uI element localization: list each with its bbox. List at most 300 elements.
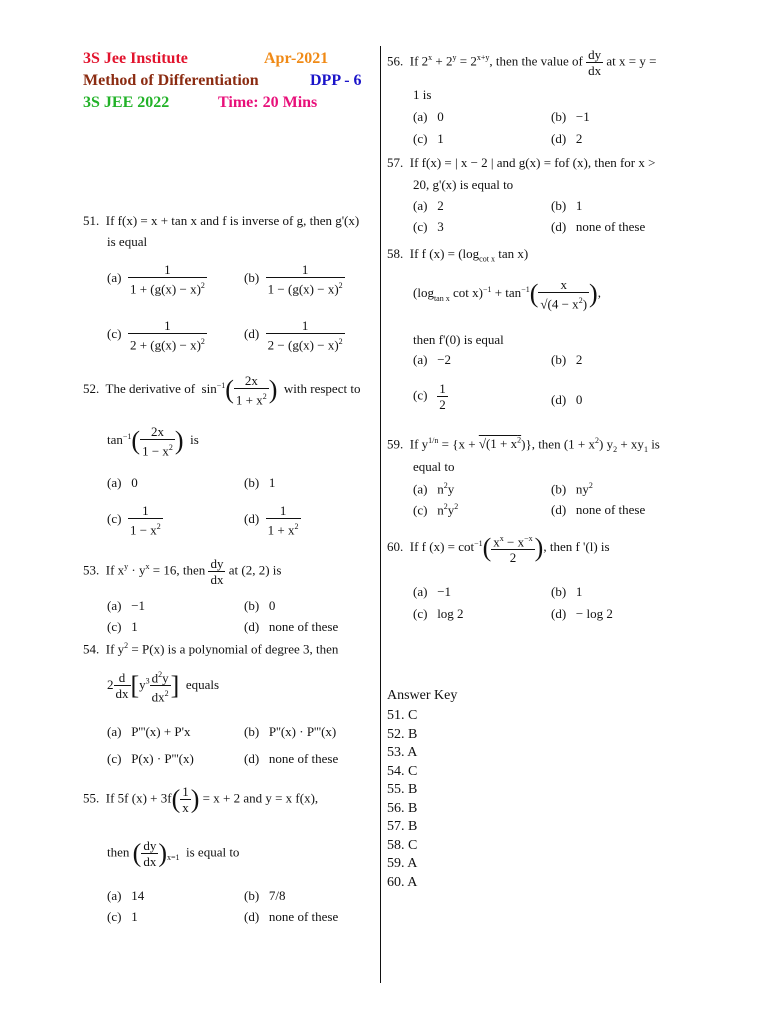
q51-d-sq: 2	[338, 337, 343, 346]
answer-key-item: 58. C	[387, 837, 418, 853]
q55-d-label: (d)	[244, 909, 260, 924]
q59-text: If y	[409, 436, 429, 452]
q57-line2: 20, g'(x) is equal to	[413, 177, 514, 192]
q59-option-c	[413, 502, 458, 518]
q56-c-val: 1	[437, 131, 444, 146]
q51-num: 51.	[83, 213, 100, 228]
q51-a-den-text: 1 + (g(x) − x)	[129, 281, 201, 297]
q54-text-b: = P(x) is a polynomial of degree 3, then	[131, 641, 339, 657]
q55-b-val: 7/8	[268, 888, 286, 903]
q53-sup-y: y	[124, 562, 129, 572]
q58-frac-den: $√(4 - x^2)$	[538, 292, 589, 311]
q57-option-a	[413, 198, 444, 214]
q55-sub: x=1	[166, 853, 180, 863]
q51-b-num: 1	[301, 262, 309, 277]
answer-key-item: 54. C	[387, 763, 418, 779]
q56-frac-num: dy	[588, 47, 602, 62]
q60-paren-close: )	[534, 533, 544, 563]
q58-option-b	[551, 352, 582, 368]
q57-b-val: 1	[575, 198, 583, 213]
answer-key-item: 56. B	[387, 800, 418, 816]
q60-num: 60.	[387, 539, 404, 555]
q59-b-label: (b)	[551, 481, 567, 497]
q57-b-label: (b)	[551, 198, 567, 213]
column-divider	[380, 46, 381, 983]
q55-option-a	[107, 888, 144, 904]
q54-option-b	[244, 724, 336, 740]
q51-a-den	[128, 277, 207, 296]
q59-a-end: y	[447, 481, 455, 497]
q58-option-a	[413, 352, 451, 368]
q58-plus-tan: + tan	[491, 285, 522, 301]
q60-d-label: (d)	[551, 606, 567, 621]
q59-option-a	[413, 481, 454, 497]
q51-option-a	[107, 262, 207, 296]
q58-sub1: cot x	[479, 254, 495, 264]
q56-sy: y	[452, 53, 457, 63]
q58-text-b: tan x)	[494, 246, 529, 261]
q52-frac1-sq: 2	[262, 392, 267, 401]
q52-option-d	[244, 503, 301, 537]
q56-line2: 1 is	[413, 87, 432, 102]
q51-b-den-text: 1 − (g(x) − x)	[267, 281, 339, 297]
q52-inv: −1	[216, 380, 226, 390]
q51-option-d	[244, 318, 345, 352]
q60-d-val: − log 2	[575, 606, 613, 621]
q51-b-label: (b)	[244, 270, 260, 286]
q56-text-p: + 2	[432, 53, 453, 69]
q52-c-num: 1	[142, 503, 149, 518]
q53-text-c: at (2, 2) is	[228, 562, 282, 578]
q55-paren2-open: (	[132, 838, 142, 868]
q59-sqrt-sq: 2	[517, 436, 522, 445]
q60-minus: − x	[503, 534, 525, 550]
q52-a-label: (a)	[107, 475, 122, 490]
q54-ddx-num: d	[118, 670, 126, 686]
q59-a-val: n	[437, 481, 444, 497]
q57-num: 57.	[387, 155, 404, 170]
q59-b-sup: 2	[588, 481, 593, 490]
q54-d2y	[150, 667, 171, 685]
q55-num: 55.	[83, 790, 100, 806]
q52-d-label: (d)	[244, 511, 260, 527]
q52-b-val: 1	[268, 475, 276, 490]
q58-c-den: 2	[439, 397, 446, 412]
q51-option-b	[244, 262, 345, 296]
q59-text-f: is	[647, 436, 660, 452]
q59-sq2: 2	[595, 436, 599, 445]
q59-text-e: + xy	[617, 436, 644, 452]
batch: 3S JEE 2022	[83, 94, 170, 111]
q52-c-label: (c)	[107, 511, 122, 527]
q55-line1	[83, 784, 318, 815]
answer-key-item: 59. A	[387, 856, 418, 871]
q56-b-val: −1	[575, 109, 590, 124]
q55-text: If 5f (x) + 3f	[105, 790, 172, 806]
q58-c-frac	[437, 381, 448, 412]
q58-a-label: (a)	[413, 352, 428, 367]
q60-smx: −x	[524, 534, 533, 543]
q52-frac2-sq: 2	[168, 443, 173, 452]
q59-sqrt-body: (1 + x	[485, 436, 518, 452]
q52-frac1	[234, 373, 269, 407]
answer-key-item: 51. C	[387, 708, 418, 723]
q60-paren-open: (	[482, 533, 492, 563]
q56-text-q: = 2	[456, 53, 477, 69]
q58-a-val: −2	[437, 352, 452, 367]
q58-sqrt-body: (4 − x	[547, 296, 579, 312]
q54-option-d	[244, 751, 338, 767]
q51-b-sq: 2	[338, 281, 343, 290]
q52-option-c	[107, 503, 163, 537]
q59-c-mid: y	[447, 502, 455, 518]
q52-num: 52.	[83, 381, 100, 397]
q55-c-label: (c)	[107, 909, 122, 924]
q52-c-frac	[128, 503, 163, 537]
q60-b-label: (b)	[551, 584, 567, 599]
answer-key-item: 53. A	[387, 745, 418, 760]
q52-b-label: (b)	[244, 475, 260, 490]
q55-d-val: none of these	[268, 909, 339, 924]
q58-close: )	[582, 296, 588, 312]
q56-sxy: x+y	[476, 53, 490, 63]
q54-dx2-dx: dx	[151, 689, 165, 705]
q56-frac	[586, 47, 603, 78]
topic-title: Method of Differentiation	[83, 72, 259, 89]
q51-b-den	[266, 277, 345, 296]
q56-option-a	[413, 109, 444, 125]
q58-sq: 2	[578, 296, 583, 305]
q60-frac	[491, 531, 534, 565]
q51-c-num: 1	[164, 318, 171, 333]
q51-d-den	[266, 333, 345, 352]
q53-frac-num: dy	[210, 556, 224, 571]
q51-a-frac	[128, 262, 207, 296]
date: Apr-2021	[264, 50, 329, 67]
q59-a-sup: 2	[443, 481, 448, 490]
q60-c-val: log 2	[437, 606, 464, 621]
q56-d-label: (d)	[551, 131, 567, 146]
q51-line2: is equal	[107, 234, 148, 249]
q56-line1	[387, 47, 656, 78]
q53-b-label: (b)	[244, 598, 260, 613]
q54-text: If y	[105, 641, 125, 657]
q52-option-a	[107, 475, 138, 491]
q52-frac1-num: 2x	[244, 373, 258, 388]
q51-c-den-text: 2 + (g(x) − x)	[129, 337, 201, 353]
answer-key-item: 60. A	[387, 874, 418, 890]
q57-option-c	[413, 219, 444, 235]
q54-a-label: (a)	[107, 724, 122, 739]
q52-c-den	[128, 518, 163, 537]
q51-d-den-text: 2 − (g(x) − x)	[267, 337, 339, 353]
q53-sup-x: x	[145, 562, 150, 572]
q58-d-label: (d)	[551, 392, 567, 407]
q59-c-sup2: 2	[454, 502, 459, 511]
q58-c-label: (c)	[413, 387, 428, 403]
q55-paren2-close: )	[158, 838, 167, 868]
q57-c-label: (c)	[413, 219, 428, 234]
q51-c-label: (c)	[107, 326, 122, 342]
q54-bracket-open: [	[130, 670, 140, 700]
q53-b-val: 0	[268, 598, 276, 613]
q55-dydx	[141, 838, 158, 869]
q52-frac2-den-text: 1 − x	[142, 443, 169, 459]
q52-text: The derivative of	[105, 381, 196, 397]
q59-sub1: 1	[643, 444, 648, 454]
q56-option-c	[413, 131, 444, 147]
q51-c-frac	[128, 318, 207, 352]
q57-option-d	[551, 219, 645, 235]
q56-c-label: (c)	[413, 131, 428, 146]
q52-paren2-open: (	[131, 426, 141, 456]
q54-dx2-sq: 2	[164, 689, 169, 699]
q52-d-num: 1	[279, 503, 287, 518]
q56-option-b	[551, 109, 590, 125]
q60-option-b	[551, 584, 582, 600]
q51-d-frac	[266, 318, 345, 352]
q55-paren-close: )	[190, 784, 200, 814]
q55-paren-open: (	[171, 784, 181, 814]
q57-d-label: (d)	[551, 219, 567, 234]
q60-b-val: 1	[575, 584, 583, 599]
q51-b-frac	[266, 262, 345, 296]
q51-a-label: (a)	[107, 270, 122, 286]
q54-d2y-y: y	[162, 670, 169, 686]
q54-num: 54.	[83, 641, 100, 657]
q52-paren-open: (	[225, 375, 234, 405]
q58-num: 58.	[387, 246, 404, 261]
q52-d-den	[266, 518, 301, 537]
q52-c-den-text: 1 − x	[129, 522, 157, 538]
q58-b-label: (b)	[551, 352, 567, 367]
q53-c-label: (c)	[107, 619, 122, 634]
q51-text: If f(x) = x + tan x and f is inverse of g, then g'(x)	[105, 213, 360, 228]
q57-a-label: (a)	[413, 198, 428, 213]
q54-b-val: P''(x) · P'''(x)	[268, 724, 337, 739]
q58-paren-open: (	[529, 279, 539, 309]
q60-inv: −1	[474, 538, 483, 548]
q52-a-val: 0	[131, 475, 138, 490]
q55-frac-num: 1	[182, 784, 189, 799]
q58-line1	[387, 246, 528, 264]
q60-c-label: (c)	[413, 606, 428, 621]
q52-line2	[107, 424, 199, 458]
q60-sx: x	[499, 534, 504, 543]
q55-option-b	[244, 888, 286, 904]
q59-option-d	[551, 502, 645, 518]
q58-frac	[538, 277, 589, 311]
q52-line1	[83, 373, 360, 407]
q55-text-b: = x + 2 and y = x f(x),	[202, 790, 319, 806]
q51-line1	[83, 213, 359, 229]
q52-frac2	[140, 424, 175, 458]
q52-tan: tan	[107, 432, 123, 448]
q53-option-c	[107, 619, 138, 635]
q56-a-val: 0	[437, 109, 444, 124]
q53-frac	[208, 556, 225, 587]
answer-key-item: 55. B	[387, 782, 418, 797]
q60-option-d	[551, 606, 613, 622]
q57-text: If f(x) = | x − 2 | and g(x) = fof (x), then for x >	[409, 155, 656, 170]
q54-d-label: (d)	[244, 751, 260, 766]
q59-sup: 1/n	[428, 436, 439, 445]
dpp-number: 6	[353, 72, 362, 89]
q52-sin: sin	[201, 381, 217, 397]
q51-a-sq: 2	[200, 281, 205, 290]
q53-option-a	[107, 598, 145, 614]
q58-option-d	[551, 392, 582, 408]
q56-text-c: at x = y =	[606, 53, 657, 69]
q52-frac1-den	[234, 388, 269, 407]
q52-tan-inv: −1	[122, 431, 132, 441]
q58-paren-close: )	[589, 279, 598, 309]
q59-line2: equal to	[413, 459, 455, 474]
q53-c-val: 1	[131, 619, 138, 634]
q55-then: then	[107, 844, 130, 860]
q58-d-val: 0	[575, 392, 583, 407]
q57-option-b	[551, 198, 582, 214]
q56-option-d	[551, 131, 582, 147]
q53-a-val: −1	[131, 598, 146, 613]
q60-frac-num	[491, 531, 534, 549]
q60-option-c	[413, 606, 464, 622]
q51-option-c	[107, 318, 207, 352]
q54-option-c	[107, 751, 194, 767]
q54-sq: 2	[124, 641, 129, 650]
q56-b-label: (b)	[551, 109, 567, 124]
q57-a-val: 2	[437, 198, 444, 213]
q52-c-sq: 2	[156, 522, 161, 531]
q53-a-label: (a)	[107, 598, 122, 613]
q54-line1	[83, 641, 338, 657]
q55-line2	[107, 838, 239, 869]
q55-frac	[180, 784, 191, 815]
q58-tan-inv: −1	[521, 284, 530, 294]
q52-paren-close: )	[268, 375, 278, 405]
q54-c-label: (c)	[107, 751, 122, 766]
q52-paren2-close: )	[174, 426, 184, 456]
dpp-label	[310, 72, 362, 90]
q54-a-val: P'''(x) + P'x	[131, 724, 191, 739]
q57-line1	[387, 155, 655, 171]
q60-a-val: −1	[437, 584, 452, 599]
q57-d-val: none of these	[575, 219, 646, 234]
q53-frac-den: dx	[210, 572, 224, 587]
q54-d2ydx2	[150, 667, 171, 705]
q56-a-label: (a)	[413, 109, 428, 124]
q53-option-d	[244, 619, 338, 635]
q60-option-a	[413, 584, 451, 600]
q54-c-val: P(x) · P'''(x)	[131, 751, 194, 766]
q59-option-b	[551, 481, 593, 497]
answer-key-item: 57. B	[387, 819, 418, 834]
q60-a-label: (a)	[413, 584, 428, 599]
q53-option-b	[244, 598, 275, 614]
q56-num: 56.	[387, 53, 404, 69]
q53-text: If x	[105, 562, 125, 578]
q56-frac-den: dx	[588, 63, 602, 78]
q58-line2	[413, 277, 601, 311]
q52-frac1-den-text: 1 + x	[235, 392, 263, 408]
q58-frac-num: x	[560, 277, 567, 292]
q54-ddx	[114, 670, 131, 701]
time-limit: Time: 20 Mins	[218, 94, 318, 111]
q60-num-x: x	[493, 534, 500, 550]
q59-num: 59.	[387, 436, 404, 452]
q51-c-den	[128, 333, 207, 352]
q55-text-c: is equal to	[186, 844, 240, 860]
q53-line1	[83, 556, 281, 587]
q51-a-num: 1	[164, 262, 171, 277]
q59-c-label: (c)	[413, 502, 428, 518]
q55-c-val: 1	[131, 909, 138, 924]
q53-num: 53.	[83, 562, 100, 578]
q60-frac-den: 2	[491, 549, 534, 565]
q58-text: If f (x) = (log	[409, 246, 480, 261]
q59-b-val: ny	[575, 481, 589, 497]
q59-c-sup1: 2	[443, 502, 448, 511]
q58-sub2: tan x	[433, 293, 450, 303]
q59-d-label: (d)	[551, 502, 567, 517]
q56-d-val: 2	[575, 131, 583, 146]
q52-is: is	[190, 432, 199, 448]
q58-c-num: 1	[439, 381, 446, 396]
answer-key-list	[387, 707, 417, 892]
q54-b-label: (b)	[244, 724, 260, 739]
q60-text-b: , then f '(l) is	[543, 539, 610, 555]
q56-text: If 2	[409, 53, 429, 69]
q55-dydx-num: dy	[143, 838, 157, 853]
answer-key-item: 52. B	[387, 726, 418, 742]
q54-bracket-close: ]	[170, 670, 180, 700]
q53-dot: · y	[128, 562, 146, 578]
q59-text-b: = {x +	[438, 436, 479, 452]
q54-d2y-d: d	[151, 670, 159, 686]
q60-text: If f (x) = cot	[409, 539, 475, 555]
q54-line2	[107, 667, 219, 705]
q59-c-val: n	[437, 502, 444, 518]
q58-option-c	[413, 381, 448, 412]
q55-option-c	[107, 909, 138, 925]
q57-c-val: 3	[437, 219, 444, 234]
q55-frac-den: x	[182, 800, 189, 815]
q60-line1	[387, 531, 610, 565]
q58-inv: −1	[482, 284, 492, 294]
q59-a-label: (a)	[413, 481, 428, 497]
answer-key-title: Answer Key	[387, 688, 458, 703]
q53-d-label: (d)	[244, 619, 260, 634]
q51-d-num: 1	[301, 318, 309, 333]
q54-equals: equals	[185, 676, 220, 692]
q52-option-b	[244, 475, 275, 491]
q52-text-b: with respect to	[283, 381, 361, 397]
q55-a-val: 14	[131, 888, 145, 903]
institute-name: 3S Jee Institute	[83, 50, 188, 67]
q55-option-d	[244, 909, 338, 925]
dpp-label-text: DPP -	[310, 72, 350, 89]
q52-d-sq: 2	[294, 522, 299, 531]
q58-log2: (log	[413, 285, 434, 301]
q55-a-label: (a)	[107, 888, 122, 903]
q52-d-den-text: 1 + x	[267, 522, 295, 538]
q54-cube: 3	[145, 676, 150, 686]
q54-dx2	[150, 685, 171, 704]
q59-sub2: 2	[613, 444, 618, 454]
q55-dydx-den: dx	[143, 854, 157, 869]
q59-sqrt: $√(1 + x^2$	[478, 436, 522, 452]
q58-line3: then f'(0) is equal	[413, 332, 504, 347]
